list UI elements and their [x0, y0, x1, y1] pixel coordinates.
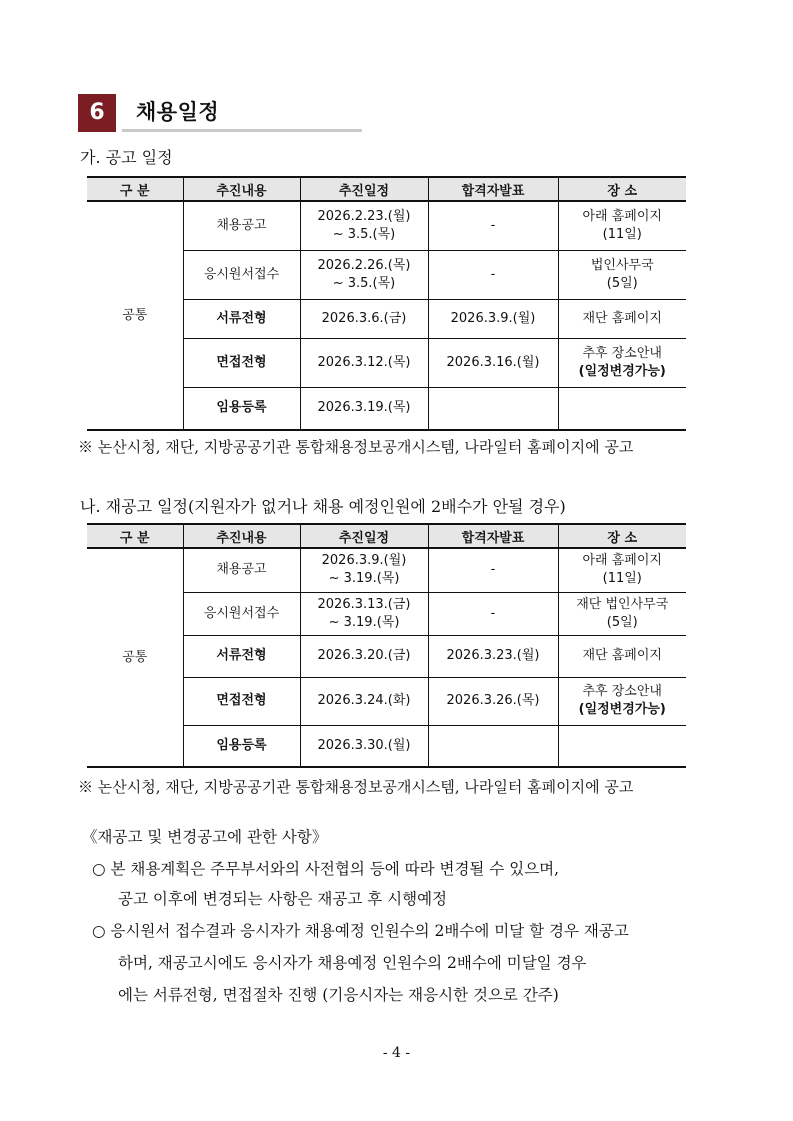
date-cell: 2026.2.26.(목) ~ 3.5.(목) — [300, 250, 428, 299]
notice-item-2-line-1: ○ 응시원서 접수결과 응시자가 채용예정 인원수의 2배수에 미달 할 경우 재공고 — [92, 922, 629, 940]
notice-item-2-line-2: 하며, 재공고시에도 응시자가 채용예정 인원수의 2배수에 미달일 경우 — [118, 954, 587, 972]
result-cell — [428, 725, 558, 767]
result-cell: - — [428, 548, 558, 592]
date-cell: 2026.3.30.(월) — [300, 725, 428, 767]
place-cell — [558, 387, 686, 430]
header-division: 구 분 — [87, 177, 183, 201]
result-cell — [428, 387, 558, 430]
result-cell: 2026.3.16.(월) — [428, 338, 558, 387]
header-place: 장 소 — [558, 177, 686, 201]
header-schedule: 추진일정 — [300, 177, 428, 201]
date-cell: 2026.3.19.(목) — [300, 387, 428, 430]
date-cell: 2026.3.13.(금) ~ 3.19.(목) — [300, 592, 428, 635]
stage-cell: 면접전형 — [183, 338, 300, 387]
notice-item-1-line-2: 공고 이후에 변경되는 사항은 재공고 후 시행예정 — [118, 890, 448, 908]
result-cell: - — [428, 592, 558, 635]
schedule-a-note: ※ 논산시청, 재단, 지방공공기관 통합채용정보공개시스템, 나라일터 홈페이지에 공고 — [78, 438, 634, 456]
notice-item-2-line-3: 에는 서류전형, 면접절차 진행 (기응시자는 재응시한 것으로 간주) — [118, 986, 559, 1004]
stage-cell: 응시원서접수 — [183, 250, 300, 299]
place-cell — [558, 725, 686, 767]
section-header — [78, 94, 288, 132]
page-number: - 4 - — [382, 1045, 411, 1061]
stage-cell: 면접전형 — [183, 677, 300, 725]
schedule-b-heading: 나. 재공고 일정(지원자가 없거나 채용 예정인원에 2배수가 안될 경우) — [80, 497, 566, 516]
stage-cell: 서류전형 — [183, 299, 300, 338]
stage-cell: 채용공고 — [183, 201, 300, 250]
place-cell: 재단 홈페이지 — [558, 635, 686, 677]
place-cell: 추후 장소안내 (일정변경가능) — [558, 677, 686, 725]
date-cell: 2026.3.20.(금) — [300, 635, 428, 677]
schedule-b-table — [87, 523, 686, 768]
header-content: 추진내용 — [183, 524, 300, 548]
date-cell: 2026.3.6.(금) — [300, 299, 428, 338]
header-division: 구 분 — [87, 524, 183, 548]
table-header-row — [87, 177, 686, 201]
schedule-a-table — [87, 176, 686, 431]
place-cell: 재단 법인사무국 (5일) — [558, 592, 686, 635]
schedule-b-note: ※ 논산시청, 재단, 지방공공기관 통합채용정보공개시스템, 나라일터 홈페이지에 공고 — [78, 778, 634, 796]
result-cell: - — [428, 250, 558, 299]
table-row — [87, 548, 686, 592]
date-cell: 2026.3.24.(화) — [300, 677, 428, 725]
stage-cell: 임용등록 — [183, 387, 300, 430]
header-result: 합격자발표 — [428, 524, 558, 548]
place-cell: 재단 홈페이지 — [558, 299, 686, 338]
stage-cell: 임용등록 — [183, 725, 300, 767]
result-cell: 2026.3.23.(월) — [428, 635, 558, 677]
group-cell: 공통 — [87, 201, 183, 430]
section-number-badge: 6 — [78, 94, 116, 132]
result-cell: 2026.3.9.(월) — [428, 299, 558, 338]
header-result: 합격자발표 — [428, 177, 558, 201]
date-cell: 2026.3.12.(목) — [300, 338, 428, 387]
header-content: 추진내용 — [183, 177, 300, 201]
header-schedule: 추진일정 — [300, 524, 428, 548]
place-cell: 아래 홈페이지 (11일) — [558, 201, 686, 250]
date-cell: 2026.3.9.(월) ~ 3.19.(목) — [300, 548, 428, 592]
stage-cell: 채용공고 — [183, 548, 300, 592]
stage-cell: 응시원서접수 — [183, 592, 300, 635]
group-cell: 공통 — [87, 548, 183, 767]
result-cell: 2026.3.26.(목) — [428, 677, 558, 725]
place-cell: 법인사무국 (5일) — [558, 250, 686, 299]
section-title: 채용일정 — [136, 100, 220, 124]
table-row — [87, 201, 686, 250]
notice-title: 《재공고 및 변경공고에 관한 사항》 — [82, 828, 328, 846]
notice-item-1-line-1: ○ 본 채용계획은 주무부서와의 사전협의 등에 따라 변경될 수 있으며, — [92, 860, 560, 878]
result-cell: - — [428, 201, 558, 250]
schedule-a-heading: 가. 공고 일정 — [80, 148, 173, 167]
place-cell: 아래 홈페이지 (11일) — [558, 548, 686, 592]
header-place: 장 소 — [558, 524, 686, 548]
section-underline — [122, 129, 362, 132]
table-header-row — [87, 524, 686, 548]
date-cell: 2026.2.23.(월) ~ 3.5.(목) — [300, 201, 428, 250]
stage-cell: 서류전형 — [183, 635, 300, 677]
place-cell: 추후 장소안내 (일정변경가능) — [558, 338, 686, 387]
